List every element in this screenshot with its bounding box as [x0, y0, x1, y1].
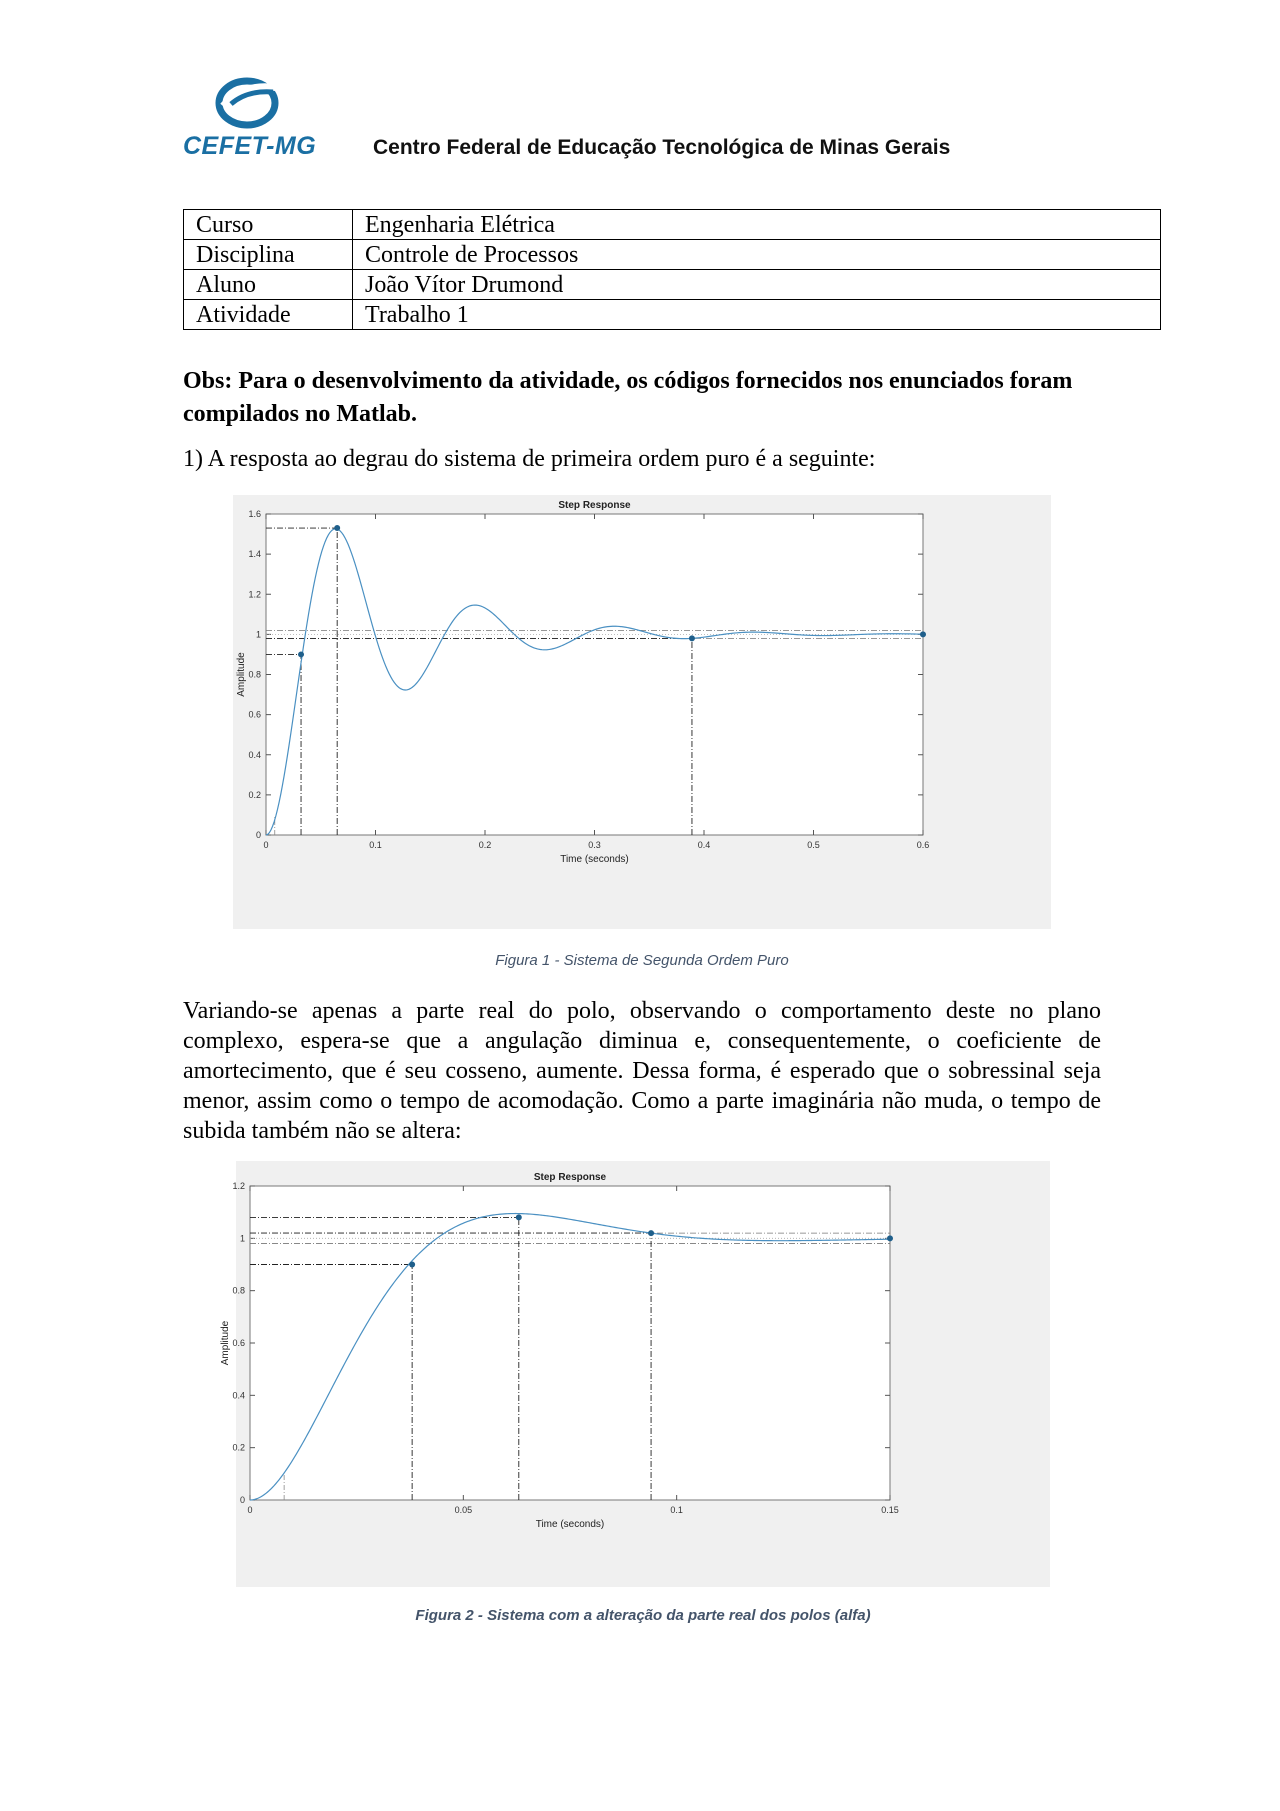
y-tick-label: 0.6 — [248, 709, 261, 720]
x-tick-label: 0.4 — [697, 840, 711, 850]
x-tick-label: 0.15 — [881, 1505, 899, 1515]
y-tick-label: 0.8 — [232, 1285, 245, 1296]
figure-1-caption: Figura 1 - Sistema de Segunda Ordem Puro — [495, 952, 789, 969]
peak-marker — [334, 525, 340, 531]
logo-text: CEFET-MG — [183, 132, 317, 160]
y-tick-label: 1.6 — [248, 509, 261, 519]
y-tick-label: 1 — [239, 1233, 245, 1244]
table-row — [184, 210, 1161, 240]
x-tick-label: 0 — [263, 840, 269, 850]
plot-area — [266, 514, 923, 835]
body-paragraph: Variando-se apenas a parte real do polo, observando o comportamento deste no plano complexo, espera-se que a angulação diminua e, consequentemente, o coeficiente de amortecimento, que é seu cosseno, aumente. Dessa forma, é esperado que o sobressinal seja menor, assim como o tempo de acomodação. Como a parte imaginária não muda, o tempo de subida também não se altera: — [183, 998, 1101, 1144]
rise-time-marker — [298, 651, 304, 657]
x-tick-label: 0.6 — [916, 840, 930, 850]
chart-title: Step Response — [558, 500, 631, 511]
y-tick-label: 0.4 — [232, 1390, 245, 1401]
x-tick-label: 0.05 — [454, 1505, 473, 1515]
x-tick-label: 0.5 — [807, 840, 820, 850]
table-value: Engenharia Elétrica — [353, 210, 1161, 240]
y-tick-label: 0 — [239, 1495, 245, 1505]
x-axis-label: Time (seconds) — [560, 854, 629, 865]
table-key: Curso — [184, 210, 353, 240]
x-tick-label: 0.1 — [670, 1505, 683, 1515]
y-tick-label: 0 — [255, 830, 261, 840]
step-response-chart-1 — [233, 495, 1051, 929]
figure-2 — [220, 1161, 1050, 1587]
y-axis-label: Amplitude — [220, 1320, 231, 1366]
x-tick-label: 0.3 — [588, 840, 601, 850]
figure-1 — [233, 495, 1051, 929]
y-axis-label: Amplitude — [236, 652, 247, 697]
peak-marker — [516, 1214, 522, 1220]
x-tick-label: 0.1 — [369, 840, 382, 850]
steady-state-marker — [920, 631, 926, 637]
settling-time-marker — [648, 1230, 654, 1236]
info-table — [183, 209, 1161, 330]
table-value: Trabalho 1 — [353, 300, 1161, 330]
rise-time-marker — [409, 1262, 415, 1268]
settling-time-marker — [689, 635, 695, 641]
y-tick-label: 0.6 — [232, 1338, 245, 1348]
y-tick-label: 1.4 — [248, 549, 261, 560]
y-tick-label: 1.2 — [232, 1181, 245, 1191]
y-tick-label: 1 — [255, 629, 261, 640]
y-tick-label: 0.4 — [248, 749, 261, 760]
y-tick-label: 0.8 — [248, 669, 261, 680]
question-1: 1) A resposta ao degrau do sistema de primeira ordem puro é a seguinte: — [183, 446, 876, 472]
figure-2-caption: Figura 2 - Sistema com a alteração da parte real dos polos (alfa) — [415, 1607, 871, 1624]
x-axis-label: Time (seconds) — [535, 1519, 605, 1530]
table-row — [184, 270, 1161, 300]
document-header — [183, 74, 1083, 164]
institution-name: Centro Federal de Educação Tecnológica de Minas Gerais — [373, 136, 951, 159]
steady-state-marker — [887, 1235, 893, 1241]
table-row — [184, 300, 1161, 330]
table-row — [184, 240, 1161, 270]
x-tick-label: 0 — [247, 1505, 253, 1515]
step-response-chart-2 — [220, 1161, 1050, 1587]
table-key: Atividade — [184, 300, 353, 330]
table-key: Disciplina — [184, 240, 353, 270]
y-tick-label: 0.2 — [248, 789, 261, 800]
table-value: Controle de Processos — [353, 240, 1161, 270]
y-tick-label: 0.2 — [232, 1442, 245, 1453]
table-key: Aluno — [184, 270, 353, 300]
chart-title: Step Response — [533, 1172, 607, 1183]
y-tick-label: 1.2 — [248, 589, 261, 600]
x-tick-label: 0.2 — [478, 840, 492, 850]
cefet-logo-icon — [213, 74, 283, 130]
table-value: João Vítor Drumond — [353, 270, 1161, 300]
obs-note: Obs: Para o desenvolvimento da atividade, os códigos fornecidos nos enunciados foram compilados no Matlab. — [183, 368, 1073, 427]
